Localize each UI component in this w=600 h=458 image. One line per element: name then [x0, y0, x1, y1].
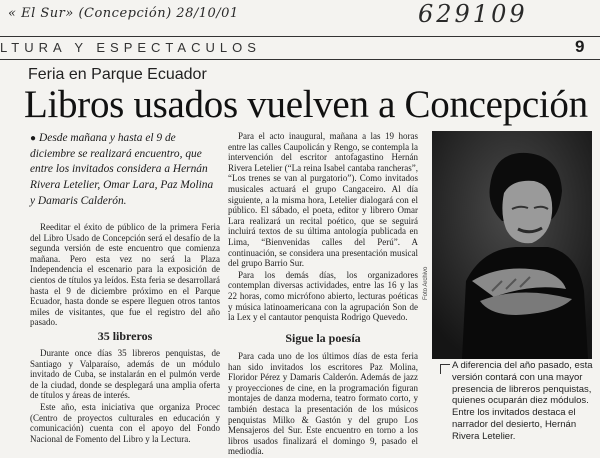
section-rule	[0, 59, 600, 60]
archive-stamp-number: 629109	[418, 0, 528, 28]
article-column-2-continued	[228, 351, 418, 458]
article-column-2	[228, 131, 418, 324]
page-number: 9	[575, 37, 585, 56]
top-rule	[0, 36, 600, 37]
col1-paragraph-2: Durante once días 35 libreros penquistas, de Santiago y Valparaíso, además de un módulo invitado de Cuba, se instalarán en el pulmón verde de la ciudad, donde se desplegará una amplia oferta de títulos y áreas de interés.	[30, 348, 220, 401]
caption-corner-mark	[440, 364, 450, 374]
kicker: Feria en Parque Ecuador	[28, 66, 207, 83]
section-title: LTURA Y ESPECTACULOS	[0, 40, 261, 55]
headline: Libros usados vuelven a Concepción	[24, 83, 588, 126]
lead-text: Desde mañana y hasta el 9 de diciembre se realizará encuentro, que entre los invitados considera a Hernán Rivera Letelier, Omar Lara, Paz Molina y Damaris Calderón.	[30, 132, 214, 207]
writer-portrait-photo	[432, 131, 592, 359]
subheading-35-libreros: 35 libreros	[97, 329, 153, 343]
writer-portrait-icon	[432, 131, 592, 359]
bullet-icon: ●	[30, 133, 37, 144]
photo-credit: Foto Archivo	[423, 266, 429, 300]
article-column-1	[30, 222, 220, 329]
photo-caption: A diferencia del año pasado, esta versión contará con una mayor presencia de libreros penquistas, quienes ocuparán diez módulos. Entre los invitados destaca el narrador del desierto, Hernán Rivera Letelier.	[452, 360, 593, 442]
col1-paragraph-1: Reeditar el éxito de público de la primera Feria del Libro Usado de Concepción será el desafío de la segunda versión de este encuentro que comienza mañana. Pero esta vez no será la Plaza Independencia el escenario para la exposición de cientos de títulos ya leídos. Esta feria se desarrollará hasta el 9 de diciembre próximo en el Parque Ecuador, hasta donde se espere lleguen otros tantos miles de visitantes, que fue el registro del año pasado.	[30, 222, 220, 328]
col2-paragraph-1: Para el acto inaugural, mañana a las 19 horas entre las calles Caupolicán y Rengo, se contempla la intervención del escritor antofagastino Hernán Rivera Letelier (“La reina Isabel cantaba rancheras”, “Los trenes se van al purgatorio”). Como invitados musicales actuará el grupo Cangaceiro. Al día siguiente, a la misma hora, Letelier dialogará con el público. El sábado, el poeta, editor y librero Omar Lara realizará un recital poético, que se seguirá incluirá textos de su última antología publicada en Lima, “Bienvenidas calles del Perú”. A continuación, se considera una presentación musical del grupo Barrio Sur.	[228, 131, 418, 269]
col2-paragraph-2: Para los demás días, los organizadores contemplan diversas actividades, entre las 16 y las 22 horas, como micrófono abierto, lecturas poéticas y música latinoamericana con la agrupación Son de la Lex y el cantautor penquista Rodrigo Quevedo.	[228, 269, 418, 323]
subheading-sigue-la-poesia: Sigue la poesía	[285, 331, 361, 345]
lead-paragraph	[30, 131, 218, 210]
col1-paragraph-3: Este año, esta iniciativa que organiza Procec (Centro de proyectos culturales en educación y comunicación) cuenta con el apoyo del Fondo Nacional de Fomento del Libro y la Lectura.	[30, 401, 220, 444]
handwritten-source-note: « El Sur» (Concepción) 28/10/01	[8, 6, 239, 21]
article-column-1-continued	[30, 348, 220, 445]
col2-paragraph-3: Para cada uno de los últimos días de esta feria han sido invitados los escritores Paz Molina, Floridor Pérez y Damaris Calderón. Además de jazz y proyecciones de cine, en la programación figuran montajes de danza moderna, teatro formato corto, y también destaca la presentación de los músicos penquistas Milko & Gastón y del grupo Los Mensajeros del Sur. Este encuentro en torno a los libros usados finalizará el domingo 9, pasado el mediodía.	[228, 351, 418, 457]
